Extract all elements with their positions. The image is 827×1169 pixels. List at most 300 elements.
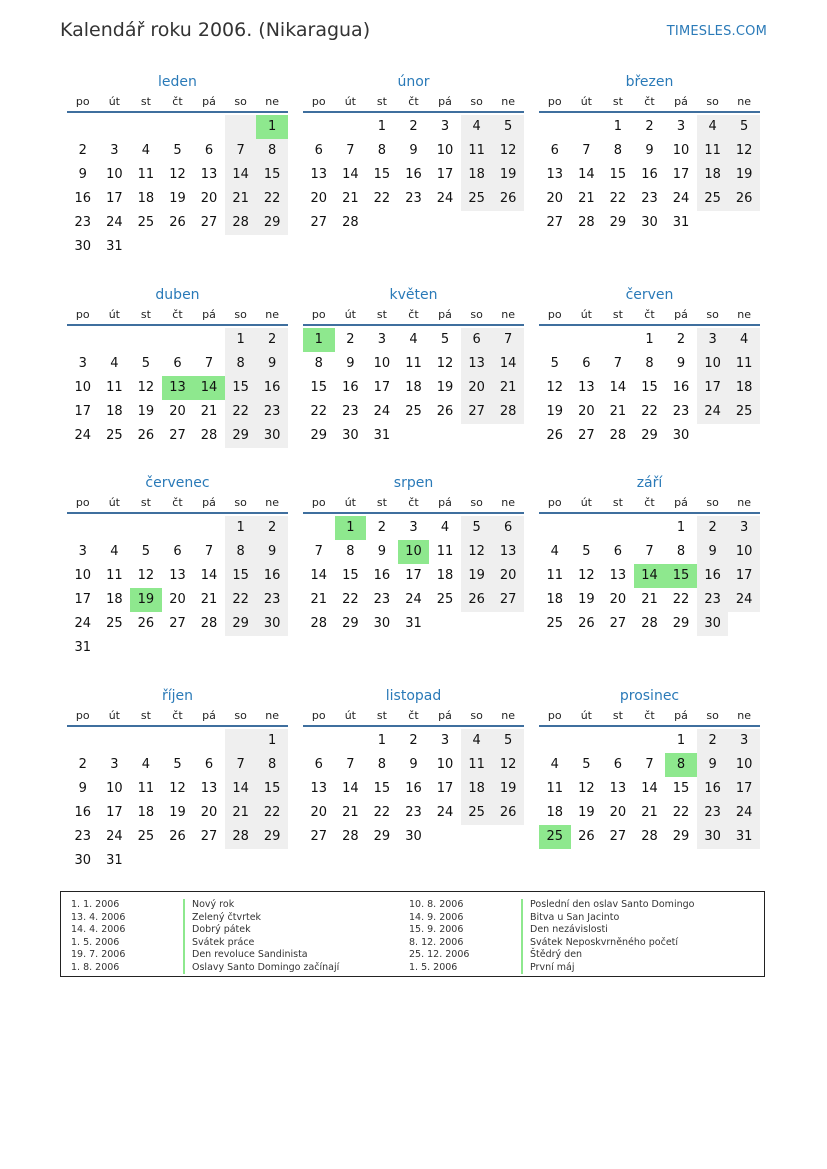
empty-cell [193,516,225,540]
day-cell: 3 [728,516,760,540]
day-cell: 13 [200,167,218,182]
day-cell: 29 [310,428,328,443]
day-cell: 8 [645,356,654,371]
weekday-label: po [311,308,326,321]
day-cell: 23 [256,588,288,612]
day-cell: 27 [200,215,218,230]
day-cell: 20 [200,805,218,820]
weekday-label: pá [438,308,452,321]
day-cell: 15 [373,781,391,796]
weekday-label: ne [501,496,516,509]
weekday-header [67,308,288,326]
empty-cell [225,115,257,139]
legend-row [409,962,749,975]
day-cell: 1 [225,328,257,352]
day-cell: 18 [461,777,493,801]
weekday-label: út [344,709,356,722]
day-cell: 13 [609,781,627,796]
day-cell: 21 [578,191,595,206]
month-červen [539,285,760,448]
weekday-label: čt [644,709,655,722]
day-cell: 27 [200,829,218,844]
holiday-day-cell: 25 [539,825,571,849]
day-cell: 27 [169,428,186,443]
holiday-name: Poslední den oslav Santo Domingo [521,899,694,912]
day-cell: 7 [225,753,257,777]
weekday-label: so [234,308,247,321]
month-title: leden [158,74,197,90]
month-title: září [636,475,663,491]
day-cell: 16 [256,564,288,588]
day-cell: 12 [578,781,595,796]
weekday-label: so [706,496,719,509]
day-cell: 5 [440,332,450,347]
day-cell: 4 [141,143,151,158]
day-cell: 2 [697,516,729,540]
day-cell: 9 [645,143,654,158]
weekday-label: po [547,709,562,722]
legend-column-right [409,899,749,974]
day-cell: 17 [672,167,690,182]
day-cell: 12 [492,139,524,163]
day-cell: 13 [609,568,627,583]
brand-logo-text[interactable]: TIMESLES.COM [666,24,767,39]
empty-cell [728,211,760,235]
day-cell: 29 [609,215,627,230]
weekday-label: st [612,496,623,509]
holiday-name: Štědrý den [521,949,582,962]
day-cell: 14 [200,568,218,583]
day-cell: 7 [492,328,524,352]
day-cell: 30 [256,612,288,636]
weekday-label: pá [202,496,216,509]
day-cell: 19 [578,805,595,820]
day-cell: 2 [697,729,729,753]
weekday-label: so [706,95,719,108]
day-cell: 15 [373,167,391,182]
day-cell: 28 [641,829,658,844]
day-cell: 6 [461,328,493,352]
holiday-date: 1. 5. 2006 [409,961,458,973]
legend-row [409,912,749,925]
day-cell: 3 [728,729,760,753]
day-cell: 29 [672,829,690,844]
day-cell: 24 [373,404,391,419]
empty-cell [303,729,335,753]
day-cell: 6 [204,143,214,158]
day-cell: 7 [204,356,214,371]
weekday-label: po [547,308,562,321]
day-cell: 2 [256,516,288,540]
weekday-label: st [140,308,151,321]
day-grid [303,729,524,849]
day-cell: 26 [546,428,564,443]
empty-cell [539,516,571,540]
legend-row [71,899,401,912]
day-cell: 30 [405,829,422,844]
weekday-label: čt [644,95,655,108]
day-cell: 12 [546,380,564,395]
empty-cell [634,516,666,540]
day-cell: 20 [200,191,218,206]
day-cell: 11 [546,568,564,583]
month-srpen [303,473,524,636]
day-cell: 13 [169,568,186,583]
empty-cell [602,328,634,352]
day-grid [303,115,524,235]
holiday-name: První máj [521,962,575,975]
day-cell: 6 [314,757,323,772]
day-cell: 25 [137,215,155,230]
day-cell: 21 [310,592,328,607]
day-cell: 29 [256,825,288,849]
day-cell: 7 [582,143,591,158]
day-cell: 25 [137,829,155,844]
day-cell: 30 [373,616,391,631]
day-cell: 16 [405,781,422,796]
day-cell: 4 [728,328,760,352]
day-cell: 29 [672,616,690,631]
weekday-header [539,95,760,113]
day-cell: 18 [137,805,155,820]
empty-cell [130,636,162,660]
day-cell: 15 [256,777,288,801]
day-grid [67,516,288,660]
holiday-date: 14. 4. 2006 [71,924,126,935]
day-cell: 3 [440,733,450,748]
weekday-label: čt [408,709,419,722]
empty-cell [728,424,760,448]
day-cell: 28 [609,428,627,443]
weekday-label: čt [408,95,419,108]
day-cell: 18 [137,191,155,206]
weekday-label: čt [408,496,419,509]
day-cell: 25 [461,801,493,825]
day-cell: 30 [697,825,729,849]
day-cell: 5 [141,356,151,371]
day-cell: 23 [641,191,658,206]
empty-cell [99,729,131,753]
day-cell: 6 [173,356,182,371]
day-cell: 13 [492,540,524,564]
weekday-label: pá [674,95,688,108]
day-cell: 20 [609,592,627,607]
holiday-day-cell: 19 [130,588,162,612]
day-cell: 17 [436,167,454,182]
day-cell: 6 [550,143,559,158]
holiday-name: Nový rok [183,899,234,912]
empty-cell [162,235,194,259]
day-cell: 4 [697,115,729,139]
empty-cell [539,729,571,753]
day-cell: 12 [436,356,454,371]
empty-cell [130,516,162,540]
weekday-label: po [311,709,326,722]
legend-row [71,924,401,937]
day-cell: 12 [728,139,760,163]
empty-cell [162,328,194,352]
empty-cell [225,729,257,753]
day-cell: 23 [697,588,729,612]
day-cell: 8 [314,356,323,371]
day-cell: 15 [672,781,690,796]
day-grid [303,328,524,448]
holiday-date: 1. 1. 2006 [71,899,120,910]
day-cell: 21 [200,592,218,607]
day-cell: 11 [461,139,493,163]
day-cell: 25 [106,428,123,443]
empty-cell [225,636,257,660]
month-leden [67,72,288,259]
day-cell: 16 [342,380,359,395]
day-cell: 11 [436,544,454,559]
empty-cell [162,516,194,540]
day-cell: 7 [204,544,214,559]
weekday-header [67,496,288,514]
empty-cell [130,235,162,259]
day-cell: 20 [546,191,564,206]
day-cell: 11 [405,356,422,371]
day-cell: 4 [110,356,119,371]
weekday-label: út [580,308,592,321]
day-cell: 17 [728,777,760,801]
legend-row [71,949,401,962]
day-cell: 4 [461,115,493,139]
day-cell: 19 [169,805,186,820]
day-cell: 12 [461,540,493,564]
empty-cell [571,328,603,352]
day-cell: 1 [613,119,623,134]
day-cell: 22 [310,404,328,419]
day-cell: 16 [256,376,288,400]
month-title: říjen [161,688,194,704]
holiday-date: 19. 7. 2006 [71,949,126,960]
day-cell: 4 [110,544,119,559]
empty-cell [193,115,225,139]
empty-cell [162,729,194,753]
day-cell: 22 [256,801,288,825]
empty-cell [193,235,225,259]
empty-cell [99,115,131,139]
day-cell: 19 [137,404,155,419]
day-cell: 27 [310,829,328,844]
day-cell: 23 [342,404,359,419]
holiday-date: 25. 12. 2006 [409,949,470,960]
day-cell: 25 [697,187,729,211]
day-grid [539,729,760,849]
day-cell: 22 [672,592,690,607]
day-cell: 5 [492,115,524,139]
weekday-label: st [612,709,623,722]
day-grid [303,516,524,636]
day-cell: 7 [645,757,654,772]
day-cell: 10 [373,356,391,371]
day-cell: 4 [550,757,559,772]
weekday-label: st [612,95,623,108]
day-cell: 2 [409,733,418,748]
day-cell: 24 [106,215,123,230]
empty-cell [162,636,194,660]
day-cell: 11 [137,781,155,796]
empty-cell [335,729,367,753]
empty-cell [429,825,461,849]
day-cell: 6 [582,356,591,371]
weekday-label: pá [674,709,688,722]
day-cell: 7 [645,544,654,559]
day-cell: 10 [672,143,690,158]
day-cell: 11 [106,568,123,583]
weekday-label: st [140,709,151,722]
day-cell: 8 [225,540,257,564]
day-cell: 10 [728,753,760,777]
weekday-label: st [376,95,387,108]
day-cell: 25 [461,187,493,211]
day-cell: 29 [256,211,288,235]
day-cell: 19 [492,163,524,187]
day-cell: 1 [377,119,387,134]
day-grid [67,115,288,259]
day-cell: 18 [436,568,454,583]
day-cell: 19 [728,163,760,187]
weekday-header [303,308,524,326]
legend-row [409,899,749,912]
month-title: listopad [385,688,442,704]
day-cell: 22 [256,187,288,211]
day-cell: 27 [310,215,328,230]
day-cell: 19 [436,380,454,395]
day-cell: 11 [461,753,493,777]
empty-cell [303,516,335,540]
day-cell: 14 [641,781,658,796]
day-cell: 2 [676,332,686,347]
day-cell: 24 [405,592,422,607]
day-cell: 19 [169,191,186,206]
day-cell: 2 [645,119,654,134]
day-cell: 19 [546,404,564,419]
day-cell: 10 [106,167,123,182]
day-cell: 29 [225,612,257,636]
empty-cell [429,424,461,448]
holiday-name: Den revoluce Sandinista [183,949,308,962]
day-grid [67,729,288,873]
day-cell: 22 [672,805,690,820]
day-cell: 4 [141,757,151,772]
weekday-label: út [580,709,592,722]
day-cell: 28 [310,616,328,631]
day-cell: 26 [169,829,186,844]
day-cell: 14 [342,167,359,182]
weekday-label: ne [265,95,280,108]
weekday-label: ne [737,496,752,509]
day-cell: 20 [461,376,493,400]
day-cell: 21 [225,187,257,211]
day-cell: 16 [405,167,422,182]
weekday-label: út [108,709,120,722]
day-cell: 8 [613,143,623,158]
day-cell: 9 [256,352,288,376]
empty-cell [461,424,493,448]
day-cell: 3 [110,143,119,158]
day-cell: 19 [461,564,493,588]
holiday-day-cell: 8 [665,753,697,777]
weekday-header [67,95,288,113]
weekday-label: pá [202,308,216,321]
day-cell: 8 [377,757,387,772]
day-cell: 24 [74,616,92,631]
empty-cell [492,424,524,448]
month-říjen [67,686,288,873]
day-cell: 28 [200,428,218,443]
empty-cell [99,636,131,660]
month-květen [303,285,524,448]
day-cell: 17 [106,191,123,206]
weekday-label: ne [265,709,280,722]
day-cell: 18 [106,404,123,419]
day-cell: 23 [256,400,288,424]
day-cell: 20 [310,805,328,820]
day-cell: 30 [697,612,729,636]
day-cell: 2 [346,332,355,347]
day-cell: 2 [78,757,87,772]
empty-cell [256,235,288,259]
day-cell: 17 [436,781,454,796]
day-cell: 19 [578,592,595,607]
weekday-header [303,709,524,727]
weekday-label: po [311,496,326,509]
empty-cell [461,211,493,235]
day-cell: 5 [582,757,591,772]
weekday-header [303,496,524,514]
holiday-name: Svátek Neposkvrněného početí [521,937,678,950]
holiday-day-cell: 1 [256,115,288,139]
empty-cell [571,115,603,139]
day-cell: 25 [436,592,454,607]
weekday-label: so [234,709,247,722]
day-cell: 1 [377,733,387,748]
empty-cell [193,328,225,352]
day-cell: 14 [310,568,328,583]
day-cell: 12 [137,380,155,395]
day-cell: 15 [609,167,627,182]
day-cell: 27 [546,215,564,230]
day-cell: 3 [676,119,686,134]
day-cell: 10 [436,143,454,158]
legend-row [71,962,401,975]
day-cell: 7 [346,757,355,772]
empty-cell [492,612,524,636]
legend-column-left [71,899,401,974]
day-cell: 5 [550,356,559,371]
day-cell: 10 [728,540,760,564]
day-cell: 4 [440,520,450,535]
empty-cell [99,516,131,540]
day-cell: 21 [492,376,524,400]
empty-cell [130,328,162,352]
holiday-name: Oslavy Santo Domingo začínají [183,962,339,975]
day-cell: 18 [106,592,123,607]
day-cell: 14 [578,167,595,182]
day-cell: 31 [373,428,391,443]
day-cell: 16 [697,777,729,801]
day-cell: 30 [74,853,92,868]
day-cell: 17 [74,592,92,607]
weekday-header [539,496,760,514]
day-cell: 6 [613,544,623,559]
legend-row [409,924,749,937]
empty-cell [303,115,335,139]
day-cell: 26 [169,215,186,230]
day-cell: 22 [225,588,257,612]
